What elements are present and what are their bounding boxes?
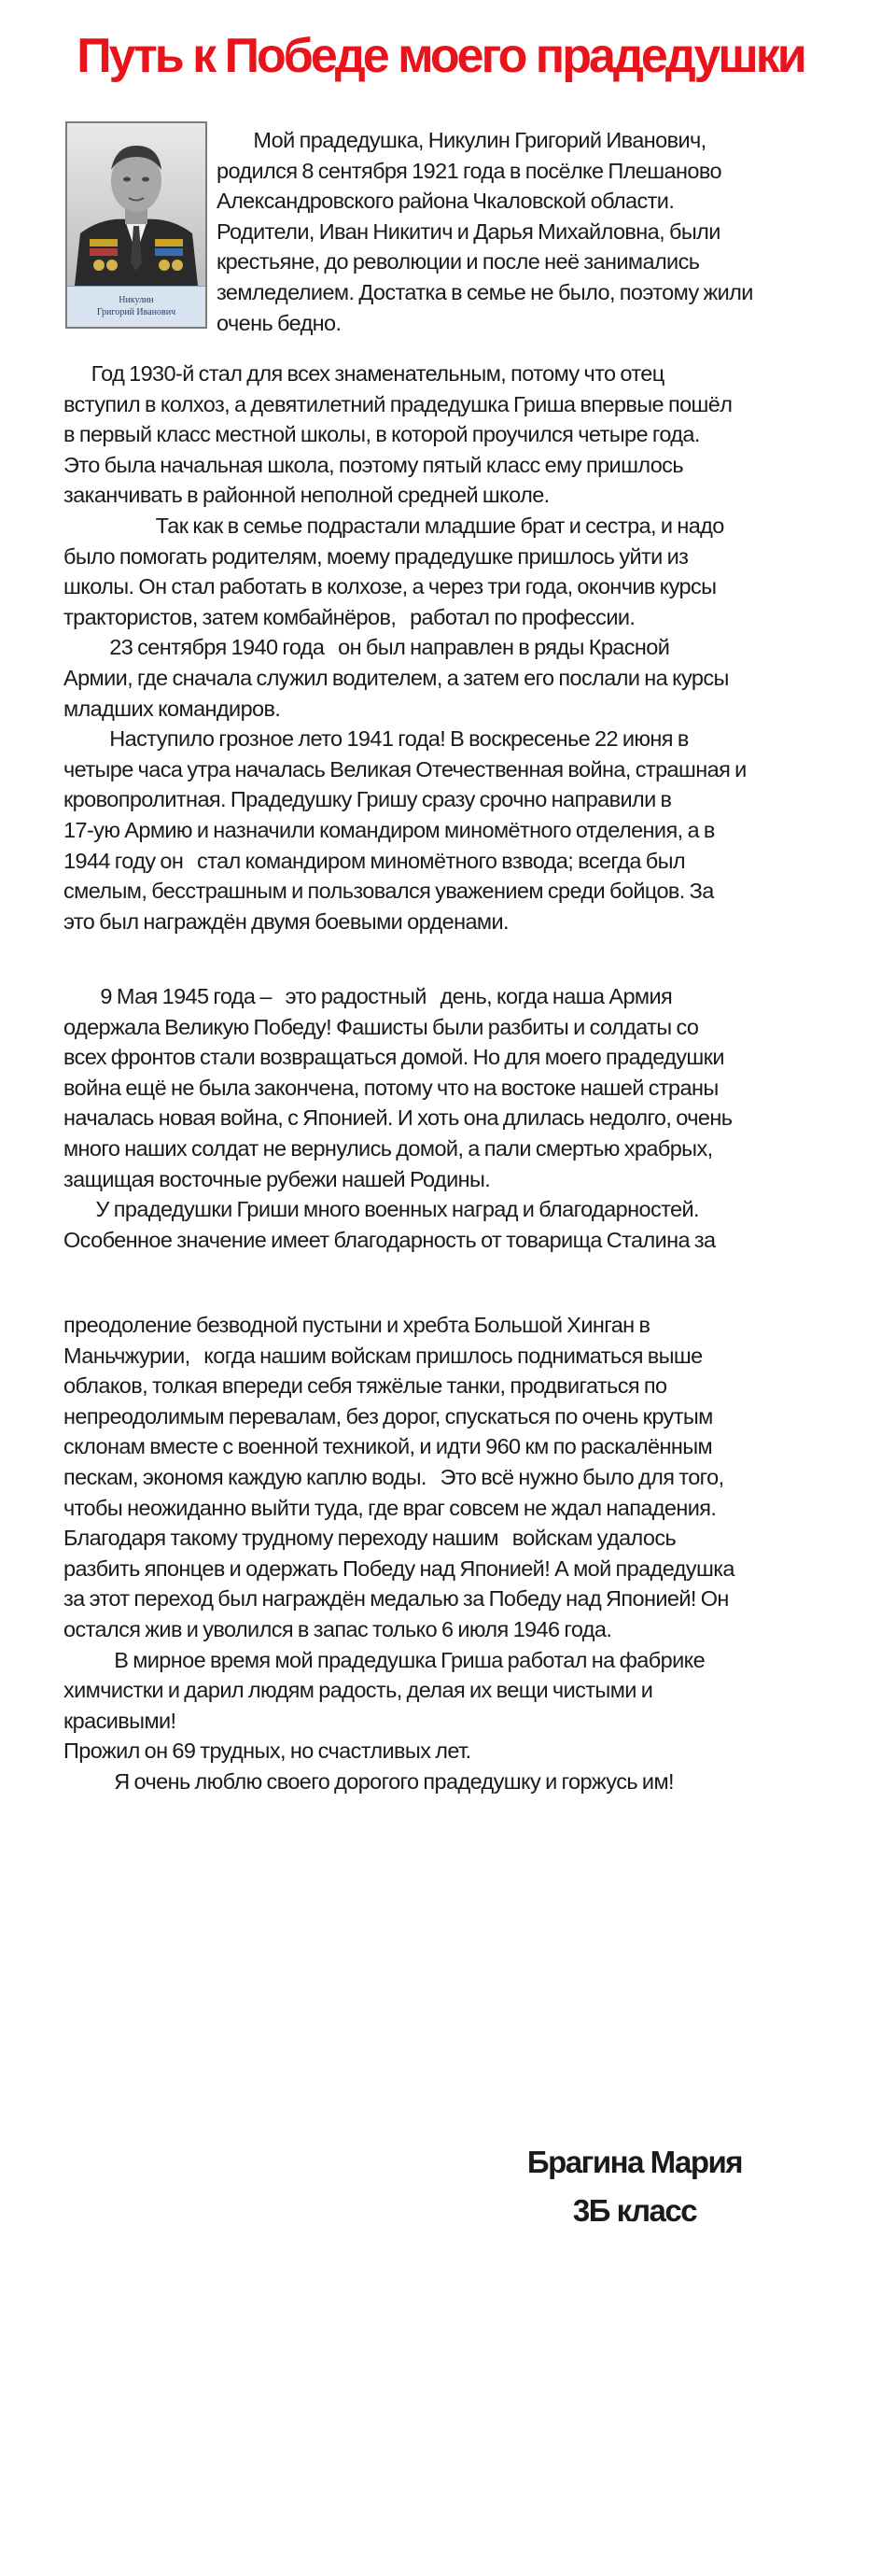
text-line: много наших солдат не вернулись домой, а пали смертью храбрых, (63, 1135, 713, 1161)
text-line: красивыми! (63, 1708, 176, 1733)
author-class: 3Б класс (572, 2193, 697, 2228)
text-line: смелым, бесстрашным и пользовался уважением среди бойцов. За (63, 879, 714, 904)
text-line: Благодаря такому трудному переходу нашим войскам удалось (63, 1526, 677, 1551)
text-line: чтобы неожиданно выйти туда, где враг совсем не ждал нападения. (63, 1495, 717, 1520)
body-section-3 (63, 1310, 734, 1797)
text-line: Родители, Иван Никитич и Дарья Михайловна, были (217, 218, 720, 244)
photo-caption-name: Григорий Иванович (96, 307, 176, 317)
text-line: школы. Он стал работать в колхозе, а через три года, окончив курсы (63, 574, 717, 599)
text-line: преодоление безводной пустыни и хребта Большой Хинган в (63, 1313, 650, 1337)
body-section-1 (63, 359, 747, 936)
text-line: война ещё не была закончена, потому что на востоке нашей страны (63, 1075, 719, 1100)
text-line: всех фронтов стали возвращаться домой. Но для моего прадедушки (63, 1045, 724, 1070)
text-line: это был награждён двумя боевыми орденами. (63, 908, 509, 934)
text-line: Армии, где сначала служил водителем, а затем его послали на курсы (63, 665, 729, 690)
text-line: заканчивать в районной неполной средней школе. (63, 483, 550, 508)
text-line: Это была начальная школа, поэтому пятый класс ему пришлось (63, 452, 683, 477)
text-line: склонам вместе с военной техникой, и идти 960 км по раскалённым (63, 1434, 713, 1459)
text-line: остался жив и уволился в запас только 6 июля 1946 года. (63, 1616, 612, 1641)
photo-caption-surname: Никулин (119, 295, 154, 305)
text-line: в первый класс местной школы, в которой проучился четыре года. (63, 422, 700, 447)
text-line: разбить японцев и одержать Победу над Японией! А мой прадедушка (63, 1555, 734, 1581)
intro-paragraph (217, 125, 753, 338)
text-line: Я очень люблю своего дорогого прадедушку и горжусь им! (63, 1768, 674, 1794)
signature-block (485, 2138, 784, 2235)
text-line: было помогать родителям, моему прадедушке пришлось уйти из (63, 543, 689, 569)
text-line: непреодолимым перевалам, без дорог, спускаться по очень крутым (63, 1403, 713, 1429)
text-line: 23 сентября 1940 года он был направлен в ряды Красной (63, 635, 670, 660)
text-line: Мой прадедушка, Никулин Григорий Иванович, (217, 128, 706, 152)
text-line: В мирное время мой прадедушка Гриша работал на фабрике (63, 1647, 706, 1672)
text-line: Прожил он 69 трудных, но счастливых лет. (63, 1738, 471, 1764)
text-line: У прадедушки Гриши много военных наград и благодарностей. (63, 1197, 699, 1222)
body-section-2 (63, 981, 732, 1255)
text-line: четыре часа утра началась Великая Отечественная война, страшная и (63, 756, 747, 781)
text-line: Александровского района Чкаловской области. (217, 189, 675, 214)
text-line: началась новая война, с Японией. И хоть она длилась недолго, очень (63, 1105, 733, 1131)
text-line: вступил в колхоз, а девятилетний прадедушка Гриша впервые пошёл (63, 391, 733, 416)
text-line: земледелием. Достатка в семье не было, поэтому жили (217, 279, 753, 304)
text-line: Наступило грозное лето 1941 года! В воскресенье 22 июня в (63, 726, 689, 752)
text-line: Год 1930-й стал для всех знаменательным, потому что отец (63, 361, 664, 386)
portrait-image (67, 123, 205, 286)
text-line: 1944 году он стал командиром миномётного взвода; всегда был (63, 848, 686, 873)
photo-caption (67, 286, 205, 327)
text-line: родился 8 сентября 1921 года в посёлке Плешаново (217, 158, 721, 183)
text-line: очень бедно. (217, 310, 342, 335)
text-line: младших командиров. (63, 696, 281, 721)
page-title: Путь к Победе моего прадедушки (77, 29, 804, 83)
text-line: пескам, экономя каждую каплю воды. Это всё нужно было для того, (63, 1464, 724, 1489)
text-line: за этот переход был награждён медалью за Победу над Японией! Он (63, 1586, 729, 1612)
portrait-photo (65, 121, 207, 329)
text-line: химчистки и дарил людям радость, делая их вещи чистыми и (63, 1678, 653, 1703)
text-line: защищая восточные рубежи нашей Родины. (63, 1166, 491, 1191)
text-line: Маньчжурии, когда нашим войскам пришлось подниматься выше (63, 1343, 703, 1368)
text-line: 9 Мая 1945 года – это радостный день, когда наша Армия (63, 984, 673, 1008)
text-line: облаков, толкая впереди себя тяжёлые танки, продвигаться по (63, 1373, 667, 1399)
text-line: одержала Великую Победу! Фашисты были разбиты и солдаты со (63, 1014, 699, 1039)
author-name: Брагина Мария (526, 2145, 743, 2179)
text-line: крестьяне, до революции и после неё занимались (217, 249, 700, 274)
text-line: Особенное значение имеет благодарность от товарища Сталина за (63, 1227, 716, 1252)
text-line: 17-ую Армию и назначили командиром миномётного отделения, а в (63, 817, 715, 842)
text-line: трактористов, затем комбайнёров, работал по профессии. (63, 604, 636, 629)
text-line: Так как в семье подрастали младшие брат и сестра, и надо (63, 513, 724, 538)
text-line: кровопролитная. Прадедушку Гришу сразу срочно направили в (63, 787, 672, 812)
